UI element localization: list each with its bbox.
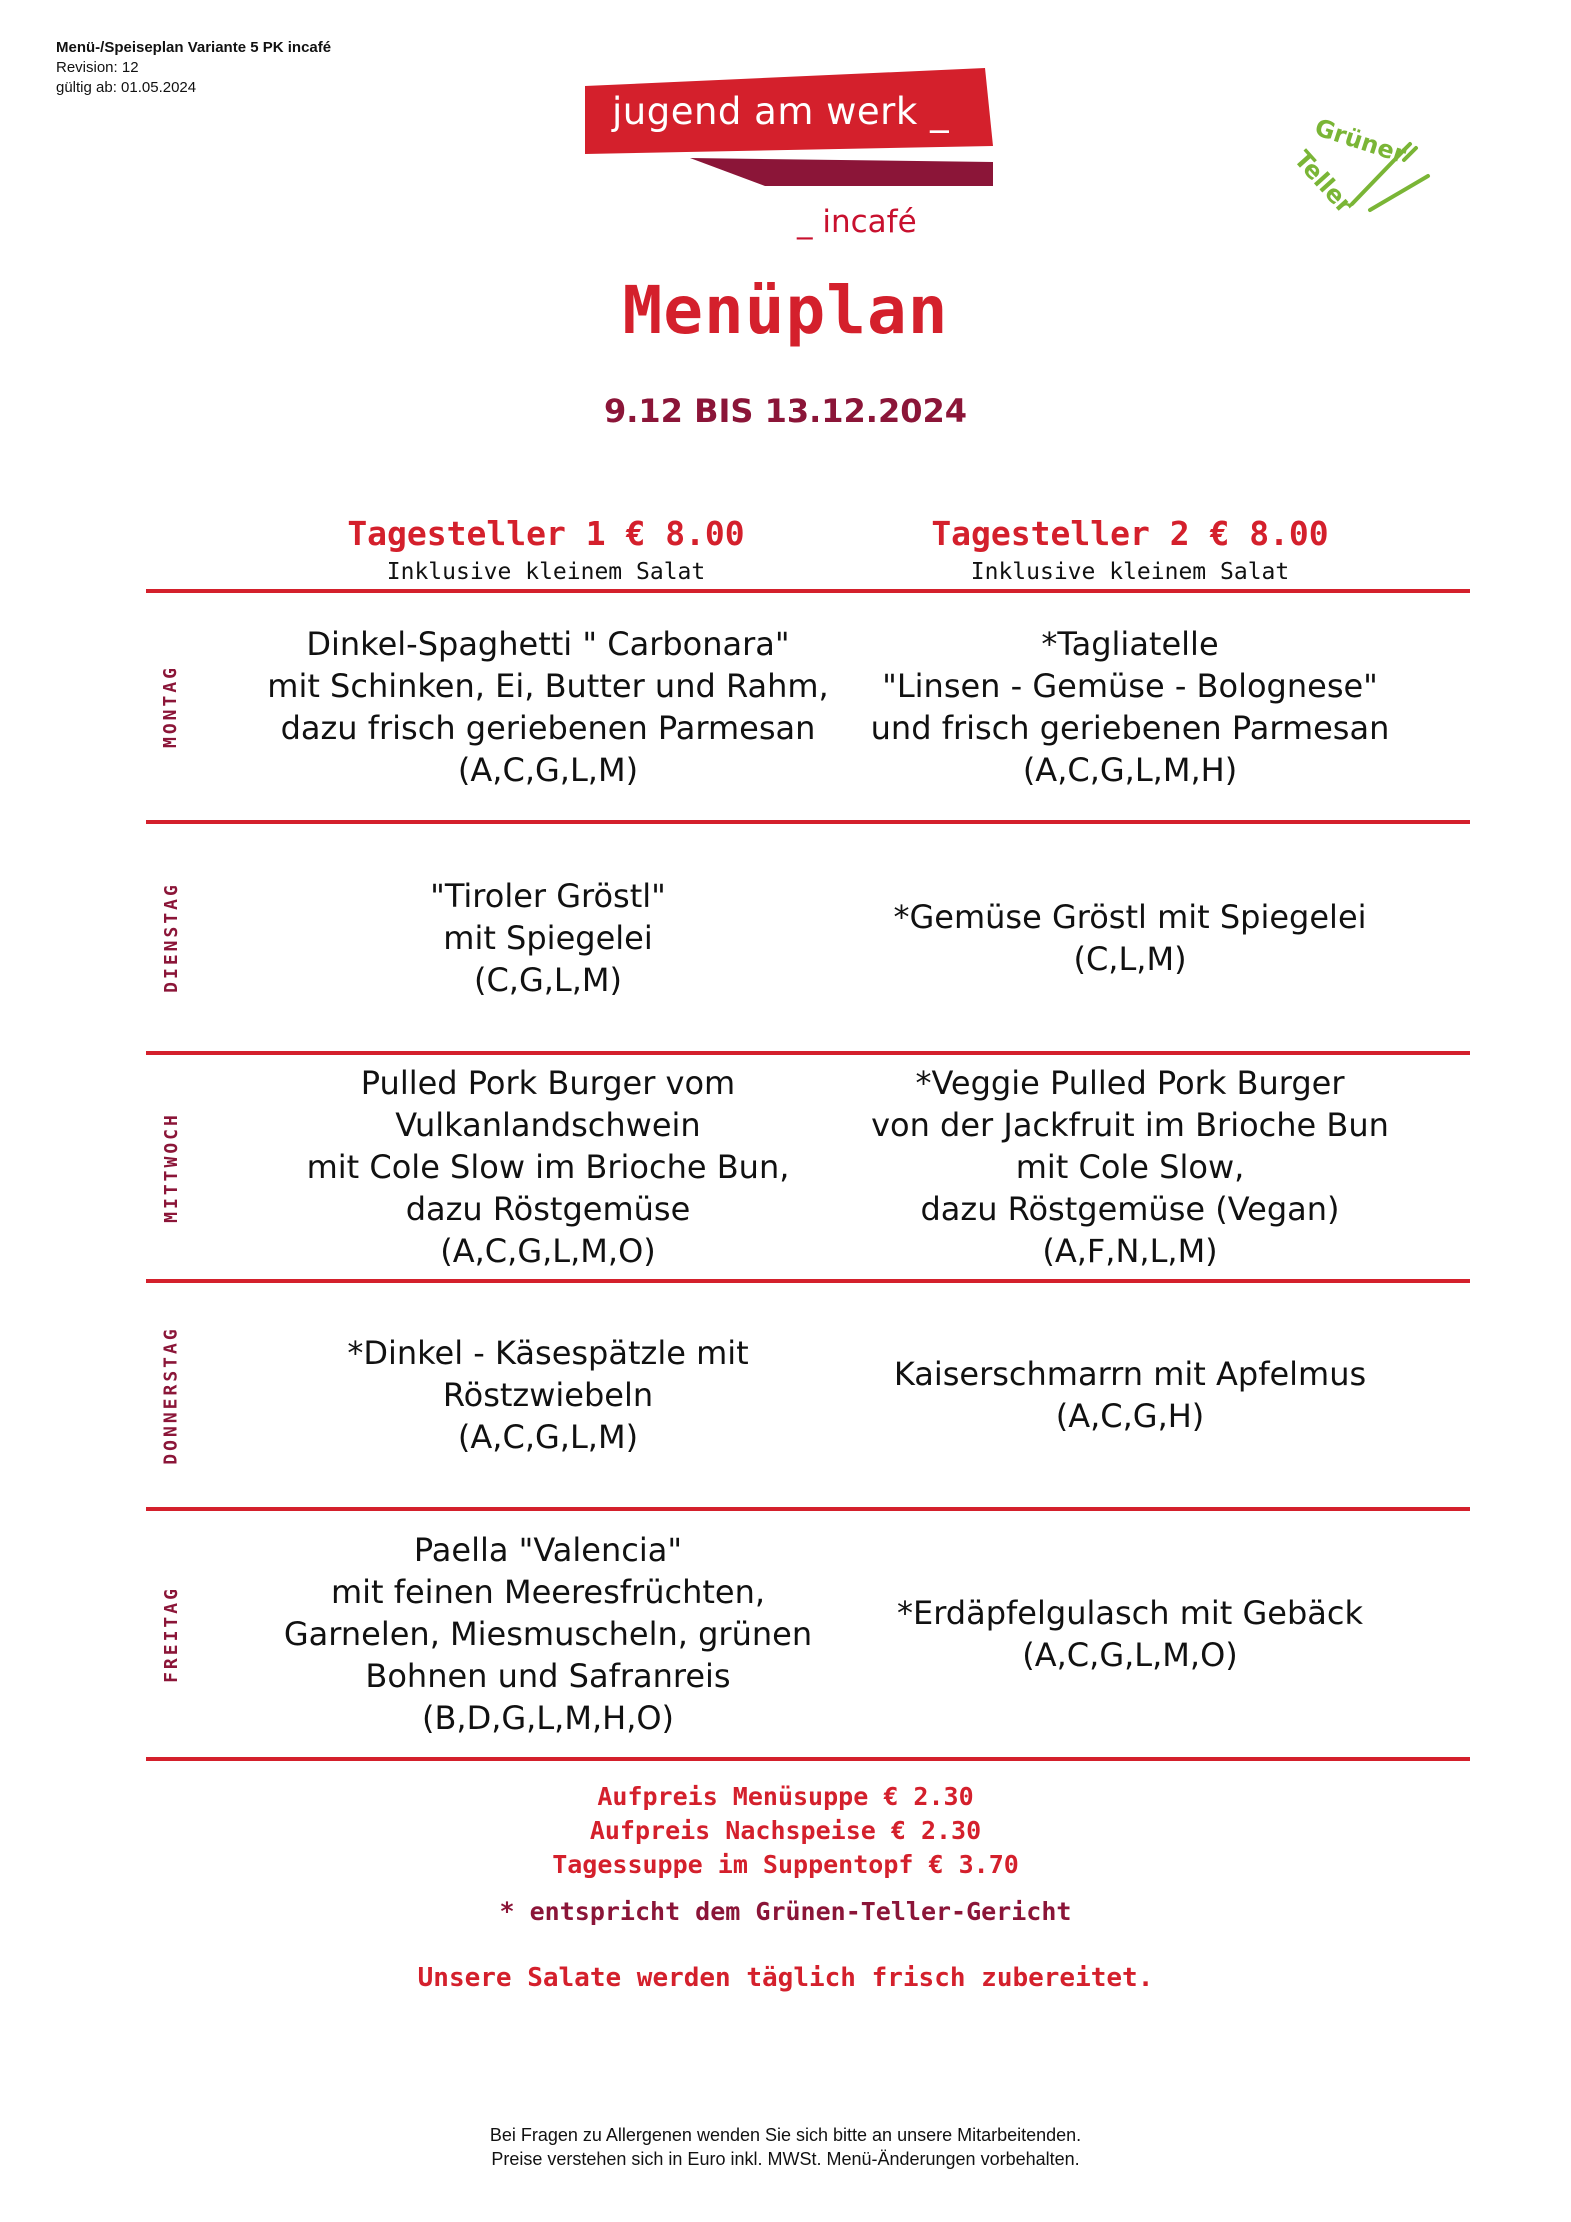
- gruener-teller-logo: [1280, 104, 1440, 234]
- dish-monday-2: [830, 593, 1430, 820]
- dish-line: (A,C,G,L,M): [457, 750, 639, 789]
- dish-line: (C,G,L,M): [473, 960, 623, 999]
- dish-line: (A,C,G,L,M,O): [440, 1232, 656, 1270]
- dish-line: *Gemüse Gröstl mit Spiegelei: [893, 897, 1367, 936]
- surcharges: [0, 1780, 1571, 1882]
- dish-line: *Tagliatelle: [1041, 624, 1219, 663]
- jugend-am-werk-logo: [585, 68, 995, 248]
- svg-text:Grüner: Grüner: [1311, 113, 1410, 169]
- surcharge-soup: Aufpreis Menüsuppe € 2.30: [597, 1782, 974, 1811]
- dish-friday-2: [830, 1511, 1430, 1757]
- tagesteller-1-heading: Tagesteller 1 € 8.00: [347, 514, 745, 553]
- dish-line: (B,D,G,L,M,H,O): [421, 1699, 675, 1737]
- dish-line: und frisch geriebenen Parmesan: [870, 708, 1390, 747]
- day-label-friday: FREITAG: [160, 1585, 182, 1683]
- dish-line: "Tiroler Gröstl": [430, 876, 666, 915]
- dish-line: Röstzwiebeln: [442, 1376, 654, 1414]
- document-title: Menü-/Speiseplan Variante 5 PK incafé: [56, 39, 332, 56]
- date-range: 9.12 BIS 13.12.2024: [603, 392, 967, 430]
- page-title: Menüplan: [622, 272, 949, 349]
- divider: [146, 1757, 1470, 1761]
- footer-notes: [0, 2123, 1571, 2171]
- dish-line: von der Jackfruit im Brioche Bun: [871, 1106, 1389, 1144]
- logo-incafe: _ incafé: [797, 204, 917, 240]
- svg-text:Teller: Teller: [1288, 145, 1359, 219]
- tagesteller-1-sub: Inklusive kleinem Salat: [386, 559, 706, 585]
- dish-line: Garnelen, Miesmuscheln, grünen: [283, 1615, 813, 1653]
- tagesteller-2-sub: Inklusive kleinem Salat: [970, 559, 1290, 585]
- day-label-thursday: DONNERSTAG: [160, 1325, 182, 1465]
- green-plate-note: * entspricht dem Grünen-Teller-Gericht: [499, 1897, 1072, 1926]
- allergen-note: Bei Fragen zu Allergenen wenden Sie sich bitte an unsere Mitarbeitenden.: [489, 2125, 1082, 2145]
- dish-line: dazu Röstgemüse (Vegan): [920, 1190, 1340, 1228]
- surcharge-dessert: Aufpreis Nachspeise € 2.30: [589, 1816, 982, 1845]
- dish-line: (C,L,M): [1073, 939, 1187, 978]
- dish-line: (A,C,G,L,M): [457, 1418, 639, 1456]
- dish-line: Paella "Valencia": [413, 1531, 683, 1569]
- dish-line: Kaiserschmarrn mit Apfelmus: [893, 1355, 1367, 1393]
- dish-line: mit Spiegelei: [443, 918, 653, 957]
- day-label-wednesday: MITTWOCH: [160, 1111, 182, 1223]
- document-meta: [56, 38, 331, 98]
- dish-line: (A,C,G,L,M,H): [1022, 750, 1238, 789]
- dish-line: Pulled Pork Burger vom: [360, 1064, 736, 1102]
- dish-line: Vulkanlandschwein: [395, 1106, 701, 1144]
- dish-line: Dinkel-Spaghetti " Carbonara": [306, 624, 790, 663]
- dish-tuesday-1: [248, 824, 848, 1051]
- dish-line: *Dinkel - Käsespätzle mit: [347, 1334, 749, 1372]
- dish-line: mit Cole Slow im Brioche Bun,: [306, 1148, 790, 1186]
- dish-line: (A,C,G,L,M,O): [1022, 1636, 1238, 1674]
- dish-wednesday-1: [248, 1055, 848, 1279]
- column-heading-1: [266, 514, 826, 585]
- dish-line: "Linsen - Gemüse - Bolognese": [882, 666, 1378, 705]
- valid-from: gültig ab: 01.05.2024: [56, 79, 197, 96]
- day-label-monday: MONTAG: [160, 664, 182, 749]
- dish-line: dazu frisch geriebenen Parmesan: [280, 708, 816, 747]
- dish-monday-1: [248, 593, 848, 820]
- dish-line: Bohnen und Safranreis: [365, 1657, 731, 1695]
- dish-line: *Erdäpfelgulasch mit Gebäck: [896, 1594, 1363, 1632]
- dish-line: mit Cole Slow,: [1015, 1148, 1245, 1186]
- daily-soup-price: Tagessuppe im Suppentopf € 3.70: [552, 1850, 1019, 1879]
- tagesteller-2-heading: Tagesteller 2 € 8.00: [931, 514, 1329, 553]
- column-heading-2: [850, 514, 1410, 585]
- dish-line: (A,F,N,L,M): [1042, 1232, 1218, 1270]
- dish-line: dazu Röstgemüse: [405, 1190, 691, 1228]
- dish-line: mit feinen Meeresfrüchten,: [330, 1573, 766, 1611]
- dish-friday-1: [248, 1511, 848, 1757]
- dish-thursday-1: [248, 1283, 848, 1507]
- dish-line: *Veggie Pulled Pork Burger: [915, 1064, 1345, 1102]
- dish-line: mit Schinken, Ei, Butter und Rahm,: [267, 666, 829, 705]
- dish-tuesday-2: [830, 824, 1430, 1051]
- salad-note: Unsere Salate werden täglich frisch zubereitet.: [417, 1963, 1154, 1993]
- revision: Revision: 12: [56, 59, 139, 76]
- dish-line: (A,C,G,H): [1055, 1397, 1205, 1435]
- day-label-tuesday: DIENSTAG: [160, 882, 182, 993]
- logo-text: jugend am werk _: [612, 90, 950, 133]
- price-note: Preise verstehen sich in Euro inkl. MWSt. Menü-Änderungen vorbehalten.: [491, 2149, 1080, 2169]
- dish-thursday-2: [830, 1283, 1430, 1507]
- dish-wednesday-2: [830, 1055, 1430, 1279]
